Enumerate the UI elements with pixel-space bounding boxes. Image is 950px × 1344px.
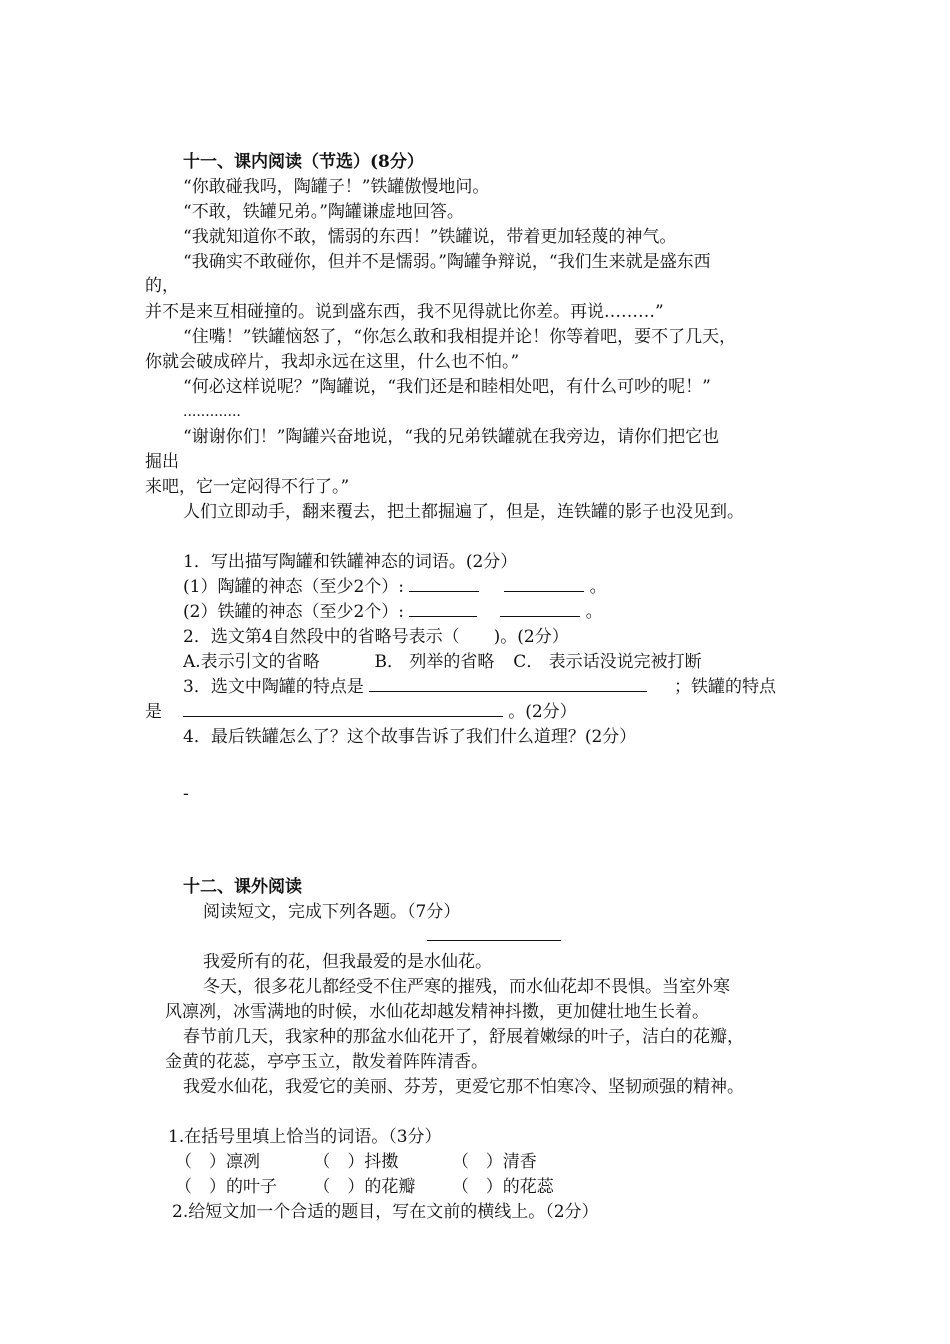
- passage-line: 金黄的花蕊，亭亭玉立，散发着阵阵清香。: [165, 1052, 488, 1072]
- fill-blank[interactable]: （ ）的花瓣: [313, 1177, 416, 1197]
- question-1b-label: (2）铁罐的神态（至少2个）:: [183, 602, 404, 622]
- passage-line: “我就知道你不敢，懦弱的东西！”铁罐说，带着更加轻蔑的神气。: [183, 227, 677, 247]
- question-3-is: 是: [145, 702, 162, 722]
- instruction: 阅读短文，完成下列各题。（7分）: [203, 902, 461, 922]
- question-3-start: 3．选文中陶罐的特点是: [183, 677, 364, 697]
- answer-blank[interactable]: [504, 575, 584, 592]
- question-1a-end: 。: [589, 577, 607, 597]
- option-a[interactable]: A.表示引文的省略: [183, 652, 320, 672]
- passage-line: 风凛冽，冰雪满地的时候，水仙花却越发精神抖擞，更加健壮地生长着。: [165, 1002, 709, 1022]
- section-11-title: 十一、课内阅读（节选）(8分）: [183, 152, 424, 172]
- passage-line: “我确实不敢碰你，但并不是懦弱。”陶罐争辩说，“我们生来就是盛东西: [183, 252, 711, 272]
- answer-blank[interactable]: [183, 700, 503, 717]
- question-2: 2.给短文加一个合适的题目，写在文前的横线上。（2分）: [172, 1202, 599, 1222]
- question-1b: [183, 600, 603, 624]
- question-3: [183, 675, 776, 699]
- passage-line: 冬天，很多花儿都经受不住严寒的摧残，而水仙花却不畏惧。当室外寒: [203, 977, 730, 997]
- answer-blank[interactable]: [369, 675, 647, 692]
- question-1b-end: 。: [585, 602, 603, 622]
- question-3-mid: ；铁罐的特点: [674, 677, 777, 697]
- title-blank[interactable]: [427, 940, 561, 941]
- question-3-cont: [145, 700, 577, 724]
- passage-line: “你敢碰我吗，陶罐子！”铁罐傲慢地问。: [183, 177, 490, 197]
- answer-blank[interactable]: [409, 575, 479, 592]
- passage-line: “住嘴！”铁罐恼怒了，“你怎么敢和我相提并论！你等着吧，要不了几天，: [183, 327, 737, 347]
- passage-line: 的，: [145, 276, 179, 296]
- passage-line: 来吧，它一定闷得不行了。”: [145, 477, 350, 497]
- passage-line: 人们立即动手，翻来覆去，把土都掘遍了，但是，连铁罐的影子也没见到。: [183, 502, 744, 522]
- passage-line: 掘出: [145, 452, 179, 472]
- section-12-title: 十二、课外阅读: [183, 877, 302, 897]
- question-1: 1．写出描写陶罐和铁罐神态的词语。(2分）: [183, 552, 518, 572]
- passage-line: “谢谢你们！”陶罐兴奋地说，“我的兄弟铁罐就在我旁边，请你们把它也: [183, 427, 720, 447]
- ellipsis-line: .............: [183, 404, 241, 420]
- question-1: 1.在括号里填上恰当的词语。（3分）: [168, 1127, 442, 1147]
- fill-blank[interactable]: （ ）凛冽: [175, 1152, 260, 1172]
- fill-blank[interactable]: （ ）抖擞: [313, 1152, 399, 1172]
- blank-row-2: [175, 1175, 554, 1199]
- question-1a: [183, 575, 607, 599]
- option-c[interactable]: C． 表示话没说完被打断: [513, 652, 702, 672]
- question-2-options: [183, 650, 702, 674]
- question-2: 2．选文第4自然段中的省略号表示（ )。(2分）: [183, 627, 569, 647]
- passage-line: “不敢，铁罐兄弟。”陶罐谦虚地回答。: [183, 202, 464, 222]
- passage-line: 我爱水仙花，我爱它的美丽、芬芳，更爱它那不怕寒冷、坚韧顽强的精神。: [183, 1077, 744, 1097]
- fill-blank[interactable]: （ ）的花蕊: [451, 1177, 554, 1197]
- question-1a-label: (1）陶罐的神态（至少2个）:: [183, 577, 404, 597]
- dash-mark: -: [183, 784, 189, 804]
- answer-blank[interactable]: [409, 600, 477, 617]
- passage-line: 我爱所有的花，但我最爱的是水仙花。: [203, 952, 492, 972]
- passage-line: 春节前几天，我家种的那盆水仙花开了，舒展着嫩绿的叶子，洁白的花瓣，: [183, 1027, 744, 1047]
- answer-blank[interactable]: [500, 600, 580, 617]
- blank-row-1: [175, 1150, 537, 1174]
- passage-line: 你就会破成碎片，我却永远在这里，什么也不怕。”: [145, 352, 520, 372]
- question-4: 4．最后铁罐怎么了？这个故事告诉了我们什么道理？(2分）: [183, 727, 637, 747]
- option-b[interactable]: B． 列举的省略: [374, 652, 495, 672]
- fill-blank[interactable]: （ ）的叶子: [175, 1177, 277, 1197]
- passage-line: “何必这样说呢？”陶罐说，“我们还是和睦相处吧，有什么可吵的呢！”: [183, 377, 711, 397]
- question-3-end: 。(2分）: [508, 702, 577, 722]
- fill-blank[interactable]: （ ）清香: [451, 1152, 537, 1172]
- passage-line: 并不是来互相碰撞的。说到盛东西，我不见得就比你差。再说………”: [145, 302, 664, 322]
